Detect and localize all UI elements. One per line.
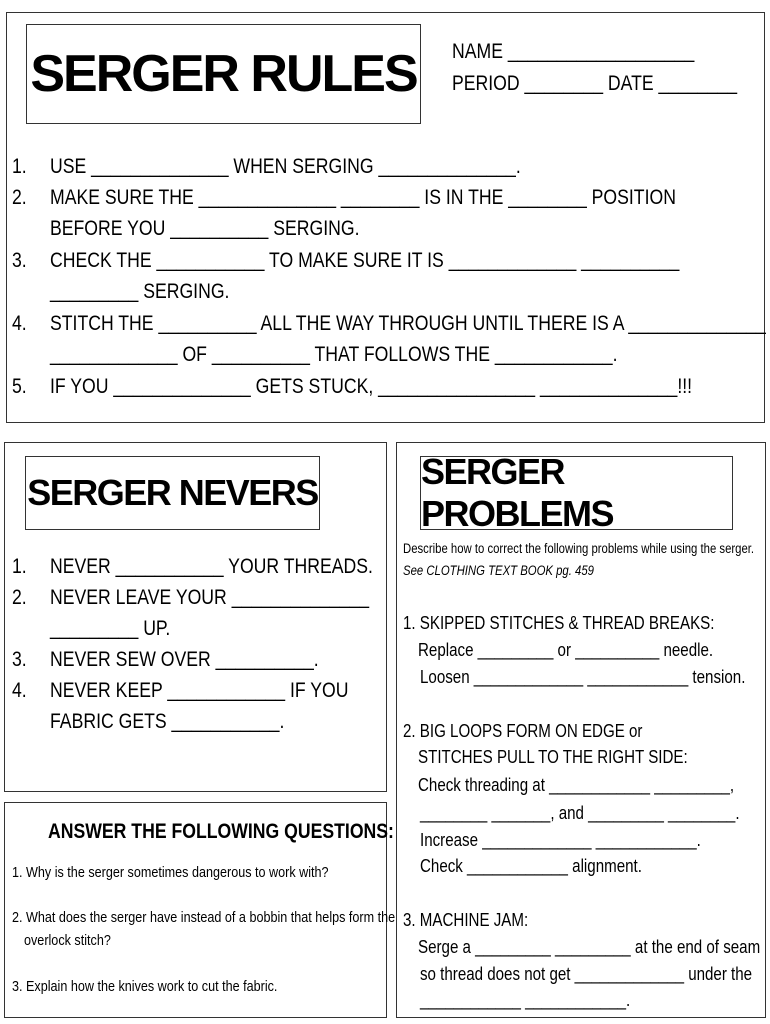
problem-1-line-1: Replace _________ or __________ needle. [418,640,714,660]
never-number: 3. [12,648,27,671]
rule-1: USE ______________ WHEN SERGING ______________. [50,155,521,178]
rule-4-line-2: _____________ OF __________ THAT FOLLOWS THE ____________. [50,343,618,366]
problem-1-heading: 1. SKIPPED STITCHES & THREAD BREAKS: [403,613,715,633]
question-3: 3. Explain how the knives work to cut the fabric. [12,978,278,995]
never-number: 4. [12,679,27,702]
problem-2-line-3: Increase _____________ ____________. [420,830,701,850]
never-1: NEVER ___________ YOUR THREADS. [50,555,373,578]
problem-3-line-2: so thread does not get _____________ under the [420,964,753,984]
rule-number: 3. [12,249,27,272]
problem-2-line-4: Check ____________ alignment. [420,856,642,876]
question-1: 1. Why is the serger sometimes dangerous to work with? [12,864,329,881]
never-number: 1. [12,555,27,578]
question-2-line-2: overlock stitch? [24,932,111,949]
rule-number: 1. [12,155,27,178]
question-2-line-1: 2. What does the serger have instead of a bobbin that helps form the [12,909,396,926]
nevers-title: SERGER NEVERS [25,456,320,530]
rule-3-line-2: _________ SERGING. [50,280,230,303]
questions-title: ANSWER THE FOLLOWING QUESTIONS: [48,820,394,843]
rule-3-line-1: CHECK THE ___________ TO MAKE SURE IT IS _____________ __________ [50,249,680,272]
rule-number: 2. [12,186,27,209]
never-number: 2. [12,586,27,609]
problem-1-line-2: Loosen _____________ ____________ tension. [420,667,746,687]
rule-5: IF YOU ______________ GETS STUCK, ________________ ______________!!! [50,375,693,398]
problem-3-heading: 3. MACHINE JAM: [403,910,529,930]
problems-intro: Describe how to correct the following problems while using the serger. [403,541,755,556]
problem-3-line-1: Serge a _________ _________ at the end of seam [418,937,761,957]
problem-2-heading: 2. BIG LOOPS FORM ON EDGE or [403,721,643,741]
rule-2-line-2: BEFORE YOU __________ SERGING. [50,217,360,240]
rule-4-line-1: STITCH THE __________ ALL THE WAY THROUGH UNTIL THERE IS A ______________ [50,312,766,335]
problem-2-heading-cont: STITCHES PULL TO THE RIGHT SIDE: [418,747,688,767]
problems-title: SERGER PROBLEMS [420,456,733,530]
rule-2-line-1: MAKE SURE THE ______________ ________ IS IN THE ________ POSITION [50,186,676,209]
never-2-line-1: NEVER LEAVE YOUR ______________ [50,586,370,609]
rule-number: 5. [12,375,27,398]
name-field[interactable]: NAME ___________________ [452,40,695,63]
never-4-line-2: FABRIC GETS ___________. [50,710,285,733]
problem-2-line-2: ________ _______, and _________ ________. [420,803,740,823]
never-2-line-2: _________ UP. [50,617,171,640]
problem-2-line-1: Check threading at ____________ _________, [418,775,735,795]
period-date-field[interactable]: PERIOD ________ DATE ________ [452,72,738,95]
problem-3-line-3: ____________ ____________. [420,990,631,1010]
problems-reference: See CLOTHING TEXT BOOK pg. 459 [403,563,594,578]
never-3: NEVER SEW OVER __________. [50,648,319,671]
never-4-line-1: NEVER KEEP ____________ IF YOU [50,679,349,702]
rule-number: 4. [12,312,27,335]
rules-title: SERGER RULES [26,24,421,124]
